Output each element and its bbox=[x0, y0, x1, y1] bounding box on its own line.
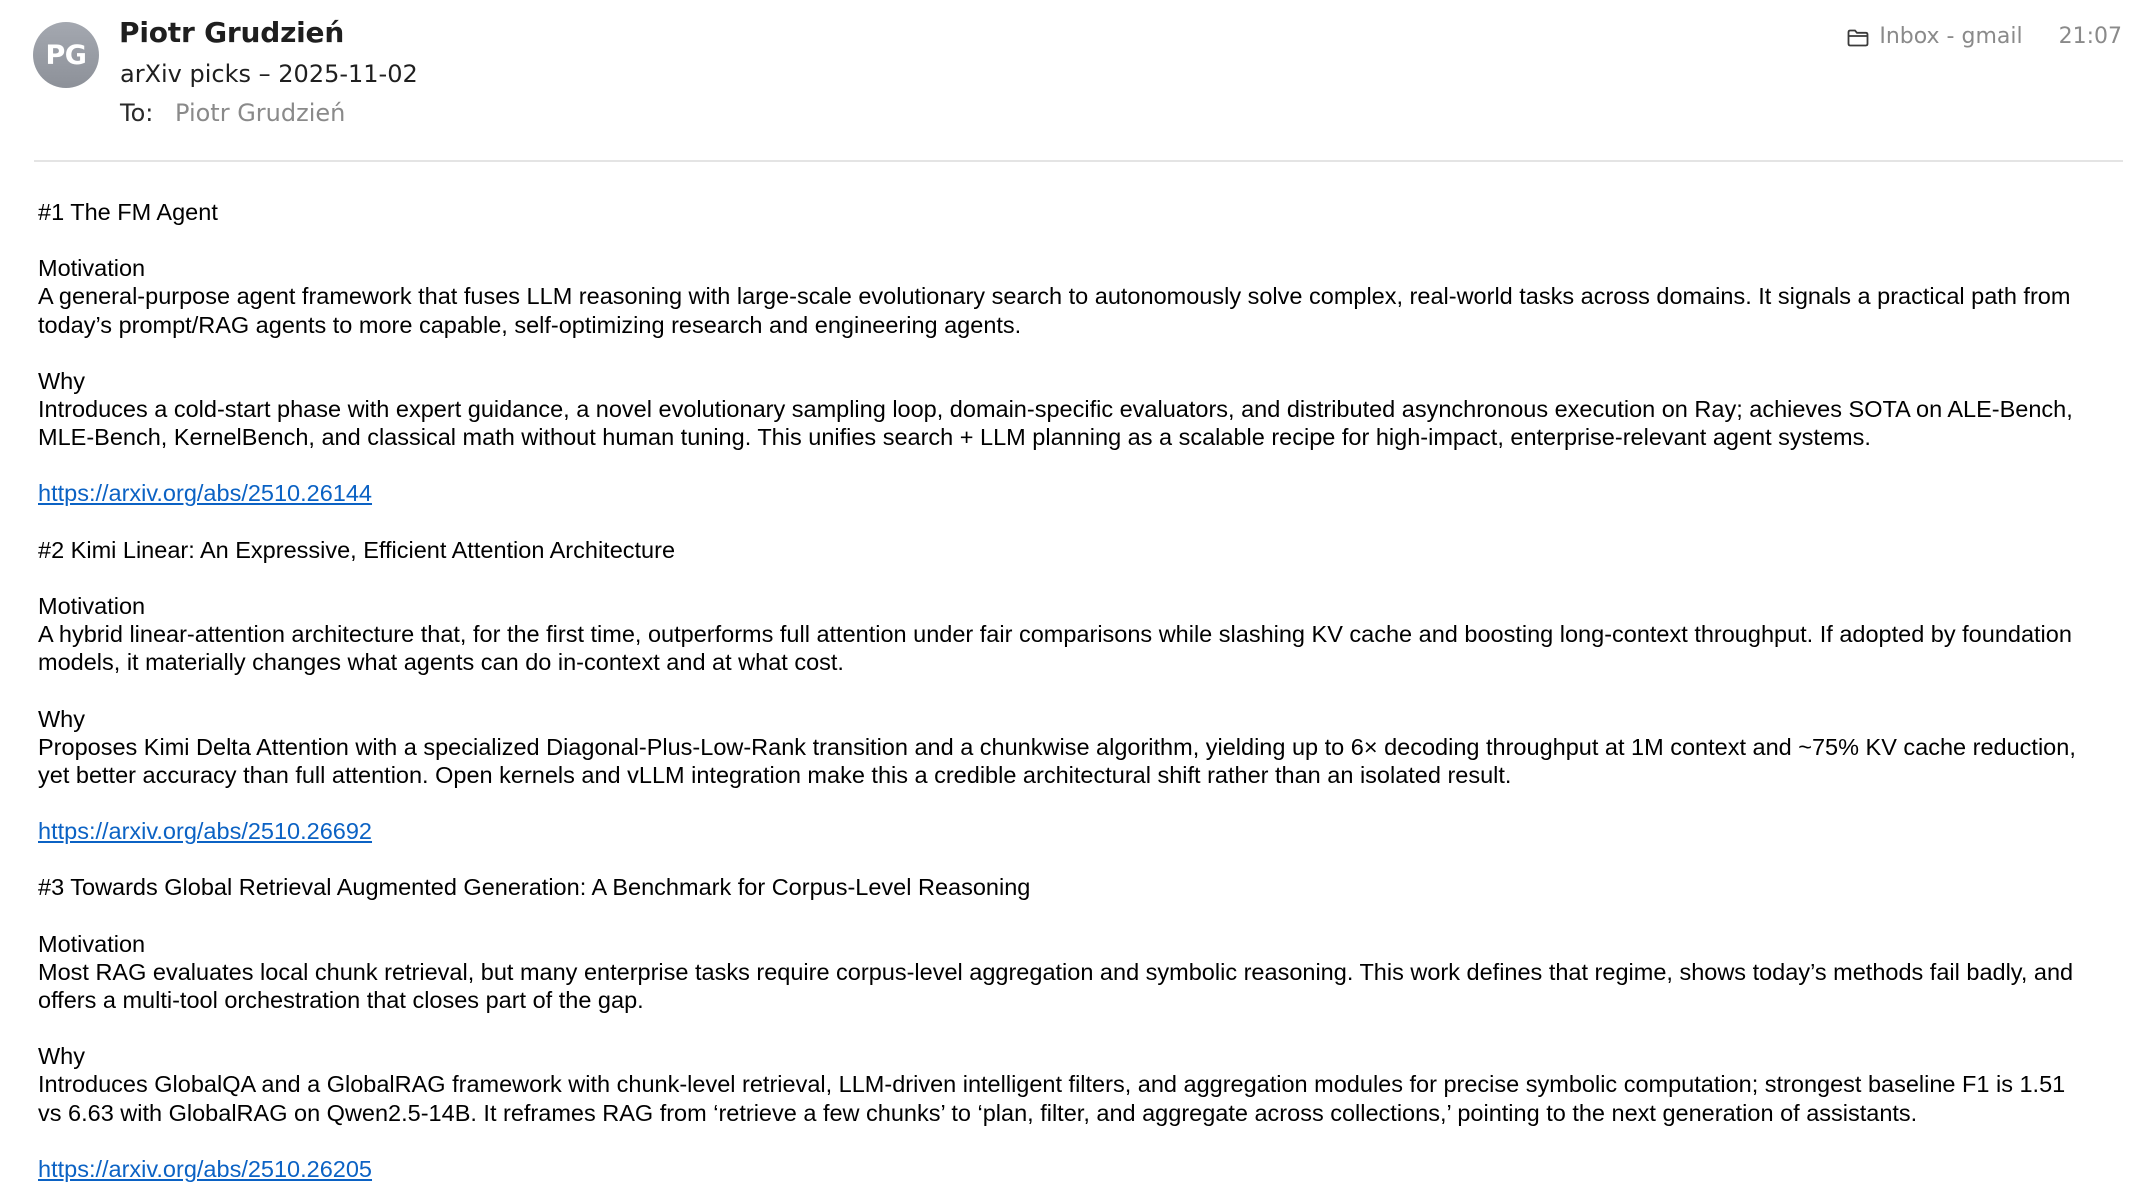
blank-line bbox=[38, 339, 2138, 367]
blank-line bbox=[38, 226, 2138, 254]
why-label: Why bbox=[38, 1043, 85, 1070]
paper-title: #2 Kimi Linear: An Expressive, Efficient Attention Architecture bbox=[38, 536, 676, 563]
why-label: Why bbox=[38, 705, 85, 732]
motivation-text: A general-purpose agent framework that fuses LLM reasoning with large-scale evolutionary search to autonomously solve complex, real-world tasks across domains. It signals a practical path from bbox=[38, 283, 2071, 310]
message-meta bbox=[1847, 24, 2122, 49]
paper-link[interactable]: https://arxiv.org/abs/2510.26692 bbox=[38, 818, 373, 845]
motivation-label: Motivation bbox=[38, 255, 146, 282]
motivation-text: A hybrid linear-attention architecture that, for the first time, outperforms full attention under fair comparisons while slashing KV cache and boosting long-context throughput. If adopted by foundation bbox=[38, 621, 2072, 648]
message-header bbox=[0, 0, 2156, 162]
why-text: Introduces GlobalQA and a GlobalRAG framework with chunk-level retrieval, LLM-driven intelligent filters, and aggregation modules for precise symbolic computation; strongest baseline F1 is 1.51 bbox=[38, 1071, 2066, 1098]
sender-avatar bbox=[33, 22, 99, 88]
motivation-text: today’s prompt/RAG agents to more capable, self-optimizing research and engineering agents. bbox=[38, 311, 1022, 338]
paper-link[interactable]: https://arxiv.org/abs/2510.26205 bbox=[38, 1155, 373, 1182]
why-text: Proposes Kimi Delta Attention with a specialized Diagonal-Plus-Low-Rank transition and a chunkwise algorithm, yielding up to 6× decoding throughput at 1M context and ~75% KV cache reduction, bbox=[38, 733, 2076, 760]
blank-line bbox=[38, 845, 2138, 873]
recipient-name[interactable]: Piotr Grudzień bbox=[175, 99, 346, 127]
message-body bbox=[38, 198, 2138, 1183]
motivation-text: offers a multi-tool orchestration that closes part of the gap. bbox=[38, 986, 644, 1013]
blank-line bbox=[38, 902, 2138, 930]
paper-title: #3 Towards Global Retrieval Augmented Generation: A Benchmark for Corpus-Level Reasoning bbox=[38, 874, 1031, 901]
why-text: Introduces a cold-start phase with expert guidance, a novel evolutionary sampling loop, domain-specific evaluators, and distributed asynchronous execution on Ray; achieves SOTA on ALE-Bench, bbox=[38, 395, 2073, 422]
sender-name[interactable]: Piotr Grudzień bbox=[119, 16, 345, 49]
blank-line bbox=[38, 789, 2138, 817]
motivation-label: Motivation bbox=[38, 930, 146, 957]
paper-title: #1 The FM Agent bbox=[38, 199, 218, 225]
motivation-text: Most RAG evaluates local chunk retrieval, but many enterprise tasks require corpus-level aggregation and symbolic reasoning. This work defines that regime, shows today’s methods fail badly, and bbox=[38, 958, 2074, 985]
blank-line bbox=[38, 676, 2138, 704]
blank-line bbox=[38, 1014, 2138, 1042]
blank-line bbox=[38, 1127, 2138, 1155]
paper-link[interactable]: https://arxiv.org/abs/2510.26144 bbox=[38, 480, 373, 507]
message-time: 21:07 bbox=[2058, 24, 2122, 49]
why-label: Why bbox=[38, 367, 85, 394]
why-text: vs 6.63 with GlobalRAG on Qwen2.5-14B. It reframes RAG from ‘retrieve a few chunks’ to ‘plan, filter, and aggregate across collections,’ pointing to the next generation of assistants. bbox=[38, 1099, 1918, 1126]
to-label: To: bbox=[120, 99, 154, 127]
paper-link-row bbox=[38, 479, 2138, 507]
folder-icon bbox=[1847, 28, 1869, 46]
why-text: MLE-Bench, KernelBench, and classical math without human tuning. This unifies search + LLM planning as a scalable recipe for high-impact, enterprise-relevant agent systems. bbox=[38, 424, 1871, 451]
avatar-initials: PG bbox=[45, 39, 87, 71]
blank-line bbox=[38, 508, 2138, 536]
recipient-row bbox=[120, 99, 345, 127]
paper-link-row bbox=[38, 817, 2138, 845]
message-subject: arXiv picks – 2025-11-02 bbox=[120, 60, 418, 88]
motivation-text: models, it materially changes what agents can do in-context and at what cost. bbox=[38, 649, 844, 676]
blank-line bbox=[38, 564, 2138, 592]
header-divider bbox=[34, 160, 2123, 162]
motivation-label: Motivation bbox=[38, 592, 146, 619]
mailbox-label[interactable]: Inbox - gmail bbox=[1879, 24, 2023, 49]
blank-line bbox=[38, 451, 2138, 479]
why-text: yet better accuracy than full attention. Open kernels and vLLM integration make this a credible architectural shift rather than an isolated result. bbox=[38, 761, 1512, 788]
paper-link-row bbox=[38, 1155, 2138, 1183]
